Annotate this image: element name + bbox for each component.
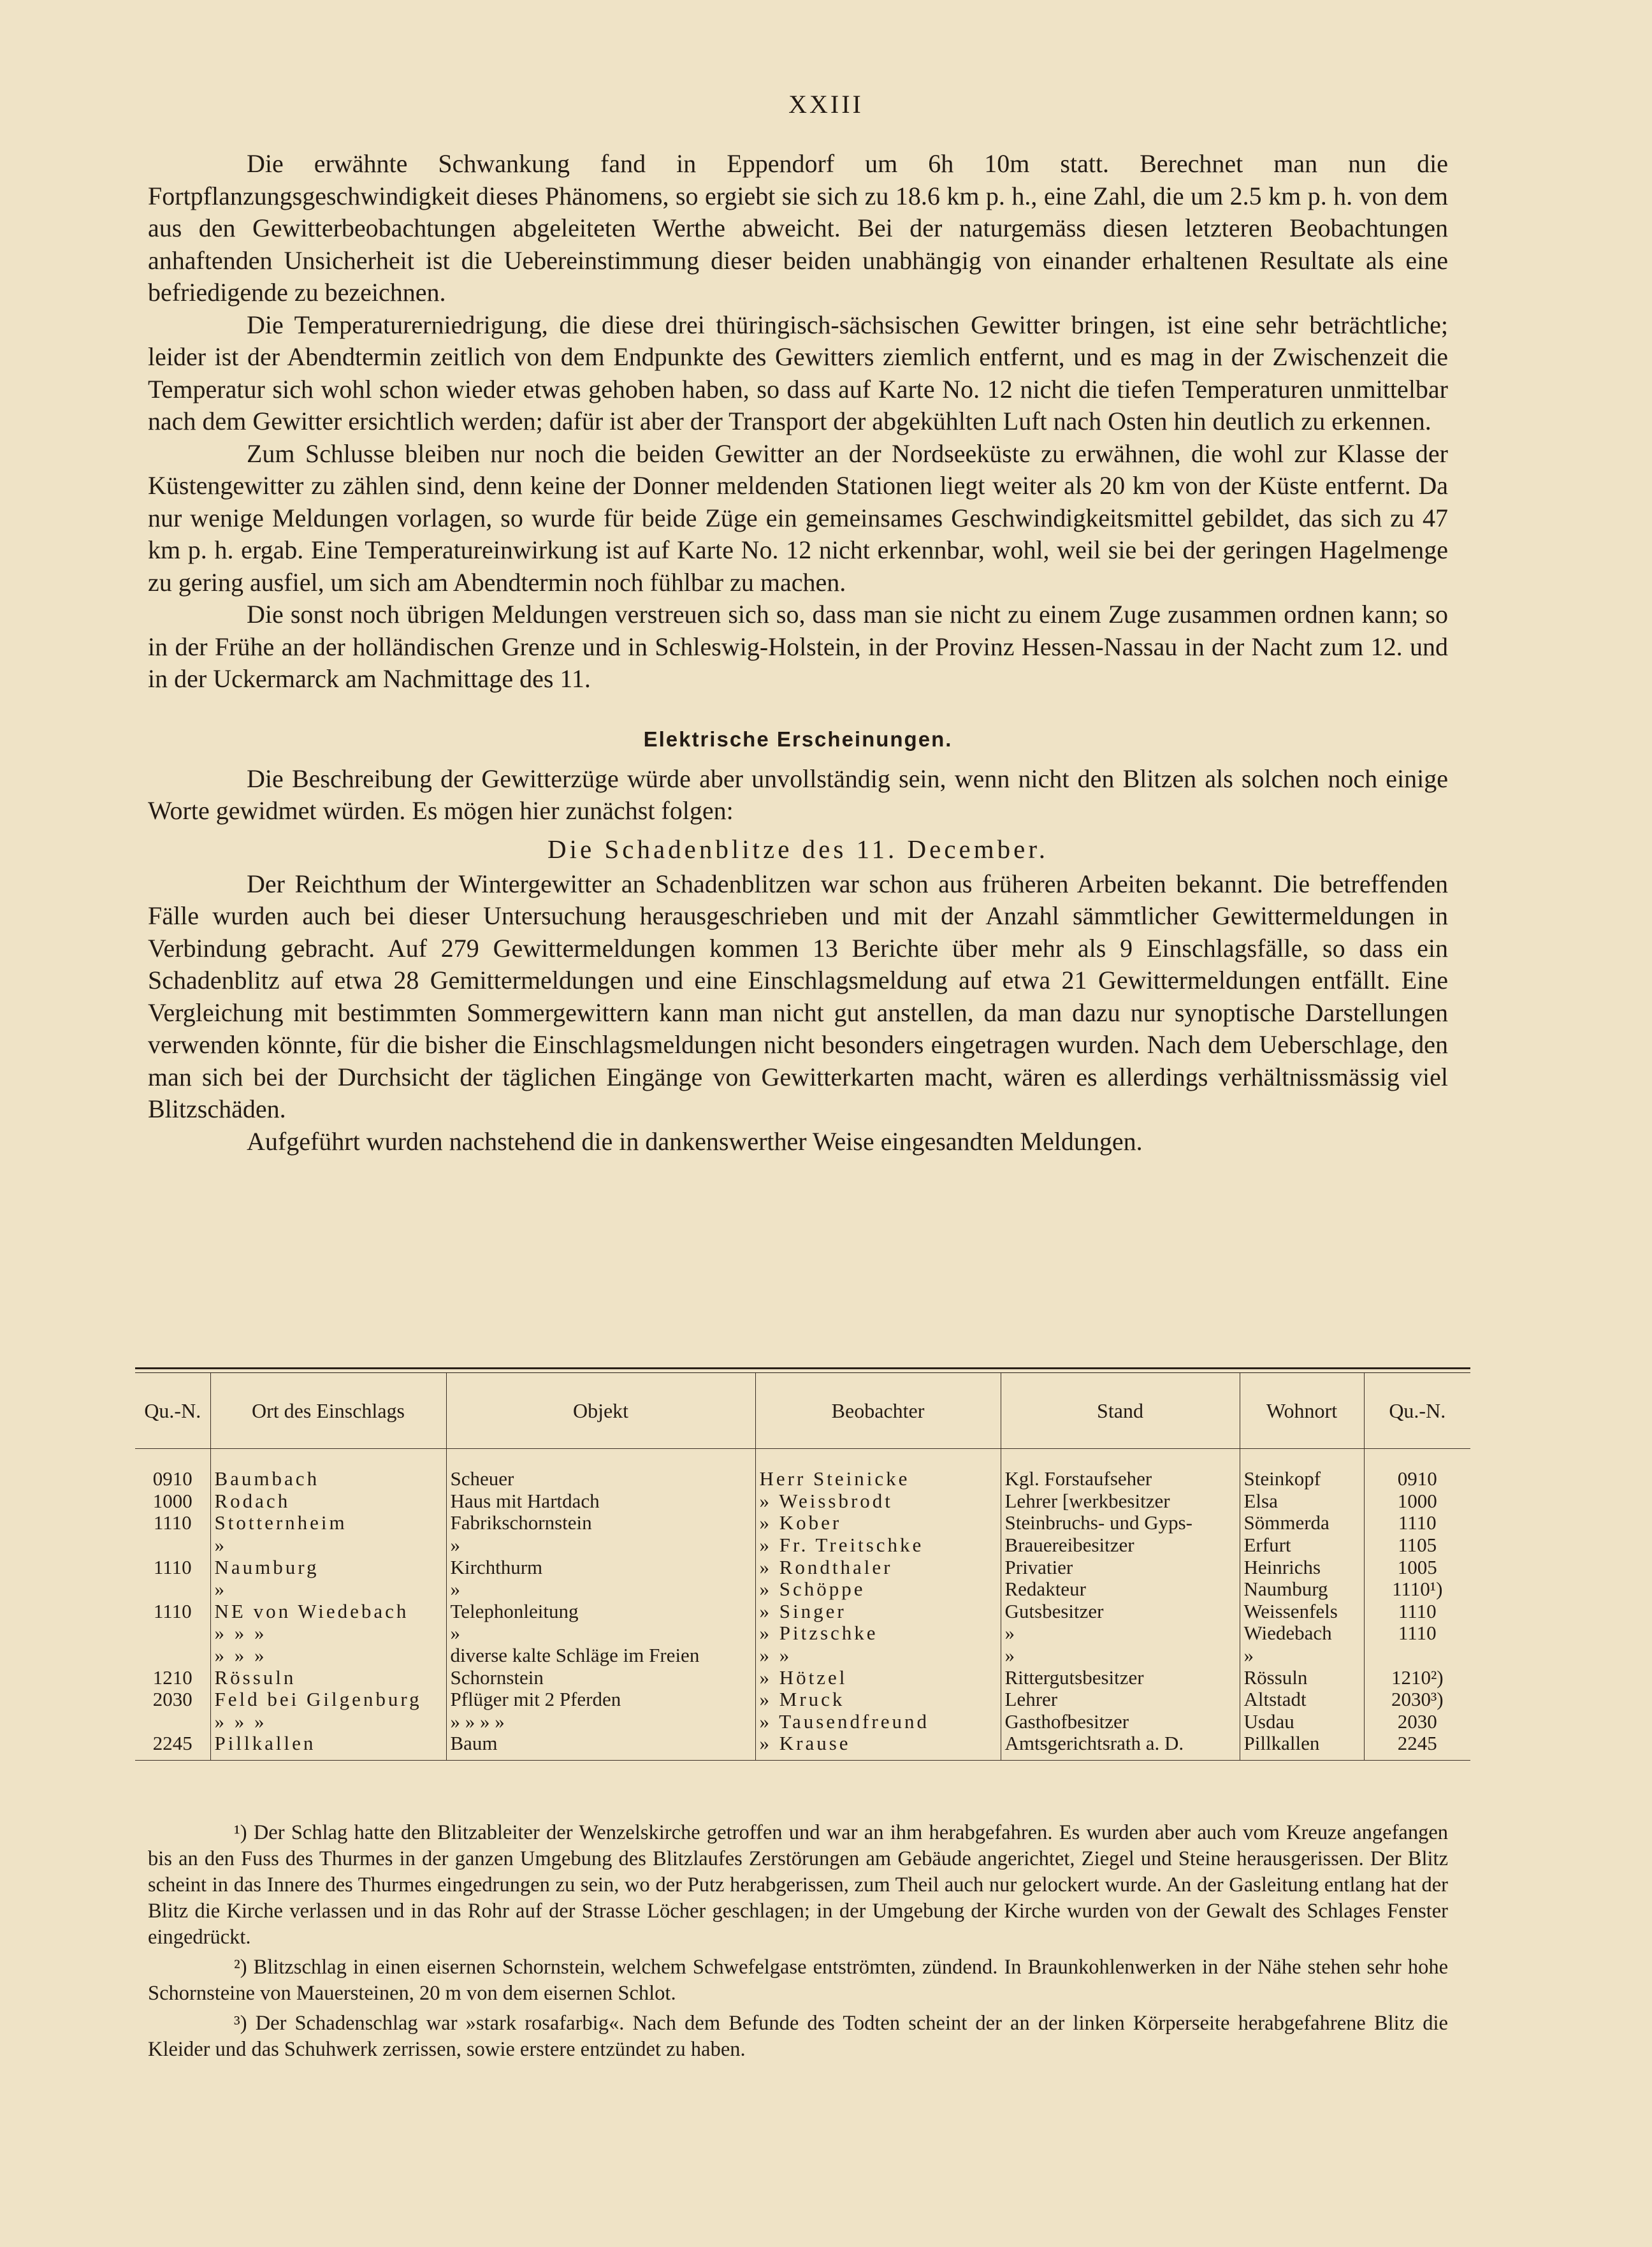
occupation-cell: Amtsgerichtsrath a. D. <box>1001 1733 1240 1760</box>
observer-cell: » Fr. Treitschke <box>755 1534 1001 1557</box>
qu-n-cell: 0910 <box>1364 1468 1470 1490</box>
object-cell: diverse kalte Schläge im Freien <box>446 1645 755 1667</box>
qu-n-cell: 1110 <box>153 1556 192 1578</box>
observer-cell: » » <box>755 1645 1001 1667</box>
qu-n-cell: 1110¹) <box>1364 1578 1470 1601</box>
table-row <box>135 1666 1470 1689</box>
object-cell: » » » » <box>446 1711 755 1733</box>
qu-n-cell: 1210 <box>152 1666 192 1689</box>
qu-n-cell: 2245 <box>135 1733 210 1760</box>
residence-cell: Altstadt <box>1240 1689 1364 1711</box>
residence-cell: Sömmerda <box>1240 1512 1364 1534</box>
qu-n-cell <box>135 1622 210 1645</box>
footnote: ²) Blitzschlag in einen eisernen Schornstein, welchem Schwefelgase entströmten, zündend. In Braunkohlenwerken in der Nähe stehen sehr hohe Schornsteine von Mauersteinen, 20 m von dem eisernen Schlot. <box>148 1956 1448 2005</box>
qu-n-cell: 1110 <box>1364 1601 1470 1623</box>
location-cell: Naumburg <box>210 1556 446 1578</box>
qu-n-cell: 1110 <box>1364 1512 1470 1534</box>
occupation-cell: Lehrer <box>1001 1689 1240 1711</box>
observer-cell: » Pitzschke <box>755 1622 1001 1645</box>
table-row <box>135 1645 1470 1667</box>
qu-n-cell <box>135 1711 210 1733</box>
object-cell: Telephonleitung <box>446 1601 755 1623</box>
location-cell: » <box>210 1534 446 1557</box>
qu-n-cell: 2245 <box>1364 1733 1470 1760</box>
subsection-heading: Die Schadenblitze des 11. December. <box>547 834 1048 864</box>
occupation-cell: » <box>1001 1645 1240 1667</box>
column-header: Qu.-N. <box>1364 1373 1470 1449</box>
object-cell: » <box>446 1622 755 1645</box>
table-row <box>135 1490 1470 1513</box>
column-header: Beobachter <box>755 1373 1001 1449</box>
column-header: Objekt <box>446 1373 755 1449</box>
table-row <box>135 1556 1470 1578</box>
qu-n-cell <box>135 1534 210 1557</box>
table-header-row <box>135 1373 1470 1449</box>
residence-cell: Steinkopf <box>1240 1468 1364 1490</box>
table-row <box>135 1689 1470 1711</box>
location-cell: » <box>210 1578 446 1601</box>
paragraph: Die Beschreibung der Gewitterzüge würde aber unvollständig sein, wenn nicht den Blitzen als solchen noch einige Worte gewidmet würden. Es mögen hier zunächst folgen: <box>148 764 1448 825</box>
object-cell: Kirchthurm <box>446 1556 755 1578</box>
table-row <box>135 1601 1470 1623</box>
paragraph: Die erwähnte Schwankung fand in Eppendorf um 6h 10m statt. Berechnet man nun die Fortpflanzungsgeschwindigkeit dieses Phänomens, so ergiebt sie sich zu 18.6 km p. h., eine Zahl, die um 2.5 km p. h. von dem aus den Gewitterbeobachtungen abgeleiteten Werthe abweicht. Bei der naturgemäss diesen letzteren Beobachtungen anhaftenden Unsicherheit ist die Uebereinstimmung dieser beiden unabhängig von einander erhaltenen Resultate als eine befriedigende zu bezeichnen. <box>148 149 1448 307</box>
residence-cell: Heinrichs <box>1240 1556 1364 1578</box>
table-row <box>135 1733 1470 1760</box>
table-row <box>135 1512 1470 1534</box>
observer-cell: » Krause <box>755 1733 1001 1760</box>
observer-cell: » Singer <box>755 1601 1001 1623</box>
object-cell: » <box>446 1534 755 1557</box>
object-cell: Haus mit Hartdach <box>446 1490 755 1513</box>
residence-cell: Elsa <box>1240 1490 1364 1513</box>
residence-cell: Erfurt <box>1240 1534 1364 1557</box>
occupation-cell: Kgl. Forstaufseher <box>1001 1468 1240 1490</box>
column-header: Qu.-N. <box>135 1373 210 1449</box>
location-cell: Pillkallen <box>210 1733 446 1760</box>
lightning-strikes-table-wrapper <box>135 1367 1470 1761</box>
residence-cell: Weissenfels <box>1240 1601 1364 1623</box>
table-body <box>135 1449 1470 1761</box>
object-cell: Schornstein <box>446 1666 755 1689</box>
location-cell: » » » <box>210 1711 446 1733</box>
location-cell: Stotternheim <box>210 1512 446 1534</box>
occupation-cell: Privatier <box>1001 1556 1240 1578</box>
qu-n-cell: 1110 <box>153 1512 192 1534</box>
location-cell: » » » <box>210 1622 446 1645</box>
occupation-cell: Gasthofbesitzer <box>1001 1711 1240 1733</box>
residence-cell: Pillkallen <box>1240 1733 1364 1760</box>
table-spacer <box>135 1449 1470 1469</box>
location-cell: Rodach <box>210 1490 446 1513</box>
residence-cell: Usdau <box>1240 1711 1364 1733</box>
lightning-strikes-table <box>135 1373 1470 1761</box>
table-row <box>135 1468 1470 1490</box>
table-row <box>135 1622 1470 1645</box>
table-row <box>135 1711 1470 1733</box>
occupation-cell: Lehrer [werkbesitzer <box>1001 1490 1240 1513</box>
location-cell: Feld bei Gilgenburg <box>210 1689 446 1711</box>
qu-n-cell <box>1364 1645 1470 1667</box>
body-text <box>148 148 1448 1158</box>
qu-n-cell: 0910 <box>152 1468 192 1490</box>
qu-n-cell: 1105 <box>1364 1534 1470 1557</box>
qu-n-cell <box>135 1578 210 1601</box>
qu-n-cell: 2030³) <box>1364 1689 1470 1711</box>
residence-cell: Wiedebach <box>1240 1622 1364 1645</box>
qu-n-cell <box>135 1645 210 1667</box>
object-cell: Baum <box>446 1733 755 1760</box>
location-cell: » » » <box>210 1645 446 1667</box>
residence-cell: Naumburg <box>1240 1578 1364 1601</box>
paragraph: Aufgeführt wurden nachstehend die in dankenswerther Weise eingesandten Meldungen. <box>247 1126 1143 1156</box>
footnote: ¹) Der Schlag hatte den Blitzableiter der Wenzelskirche getroffen und war an ihm herabgefahren. Es wurden aber auch vom Kreuze angefangen bis an den Fuss des Thurmes in der ganzen Umgebung des Blitzlaufes Zerstörungen am Gebäude angerichtet, Ziegel und Steine herausgerissen. Der Blitz scheint in das Innere des Thurmes eingedrungen zu sein, wo der Putz herabgerissen, zum Theil auch nur gelockert wurde. An der Gasleitung entlang hat der Blitz die Kirche verlassen und in das Rohr auf der Strasse Löcher geschlagen; in der Umgebung der Kirche wurden von der Gewalt des Schlages Fenster eingedrückt. <box>148 1821 1448 1949</box>
footnote: ³) Der Schadenschlag war »stark rosafarbig«. Nach dem Befunde des Todten scheint der an der linken Körperseite herabgefahrene Blitz die Kleider und das Schuhwerk zerrissen, sowie erstere entzündet zu haben. <box>148 2012 1448 2061</box>
column-header: Ort des Einschlags <box>210 1373 446 1449</box>
footnotes <box>148 1820 1448 2067</box>
location-cell: Rössuln <box>210 1666 446 1689</box>
occupation-cell: Redakteur <box>1001 1578 1240 1601</box>
occupation-cell: Brauereibesitzer <box>1001 1534 1240 1557</box>
occupation-cell: Rittergutsbesitzer <box>1001 1666 1240 1689</box>
object-cell: » <box>446 1578 755 1601</box>
location-cell: Baumbach <box>210 1468 446 1490</box>
paragraph: Die Temperaturerniedrigung, die diese drei thüringisch-sächsischen Gewitter bringen, ist eine sehr beträchtliche; leider ist der Abendtermin zeitlich von dem Endpunkte des Gewitters ziemlich entfernt, und es mag in der Zwischenzeit die Temperatur sich wohl schon wieder etwas gehoben haben, so dass auf Karte No. 12 nicht die tiefen Temperaturen unmittelbar nach dem Gewitter ersichtlich werden; dafür ist aber der Transport der abgekühlten Luft nach Osten hin deutlich zu erkennen. <box>148 310 1448 435</box>
paragraph: Zum Schlusse bleiben nur noch die beiden Gewitter an der Nordseeküste zu erwähnen, die wohl zur Klasse der Küstengewitter zu zählen sind, denn keine der Donner meldenden Stationen liegt weiter als 20 km von der Küste entfernt. Da nur wenige Meldungen vorlagen, so wurde für beide Züge ein gemeinsames Geschwindigkeitsmittel gebildet, das sich zu 47 km p. h. ergab. Eine Temperatureinwirkung ist auf Karte No. 12 nicht erkennbar, wohl, weil sie bei der geringen Hagelmenge zu gering ausfiel, um sich am Abendtermin noch fühlbar zu machen. <box>148 439 1448 597</box>
column-header: Wohnort <box>1240 1373 1364 1449</box>
observer-cell: » Kober <box>755 1512 1001 1534</box>
qu-n-cell: 1000 <box>1364 1490 1470 1513</box>
page-number: XXIII <box>788 90 864 119</box>
occupation-cell: » <box>1001 1622 1240 1645</box>
occupation-cell: Gutsbesitzer <box>1001 1601 1240 1623</box>
qu-n-cell: 1210²) <box>1364 1666 1470 1689</box>
table-row <box>135 1534 1470 1557</box>
object-cell: Pflüger mit 2 Pferden <box>446 1689 755 1711</box>
object-cell: Fabrikschornstein <box>446 1512 755 1534</box>
qu-n-cell: 2030 <box>152 1688 192 1711</box>
observer-cell: » Schöppe <box>755 1578 1001 1601</box>
residence-cell: Rössuln <box>1240 1666 1364 1689</box>
observer-cell: » Weissbrodt <box>755 1490 1001 1513</box>
table-row <box>135 1578 1470 1601</box>
occupation-cell: Steinbruchs- und Gyps- <box>1001 1512 1240 1534</box>
residence-cell: » <box>1240 1645 1364 1667</box>
section-heading: Elektrische Erscheinungen. <box>643 727 953 751</box>
observer-cell: Herr Steinicke <box>755 1468 1001 1490</box>
location-cell: NE von Wiedebach <box>210 1601 446 1623</box>
observer-cell: » Mruck <box>755 1689 1001 1711</box>
qu-n-cell: 1005 <box>1364 1556 1470 1578</box>
paragraph: Der Reichthum der Wintergewitter an Schadenblitzen war schon aus früheren Arbeiten bekannt. Die betreffenden Fälle wurden auch bei dieser Untersuchung herausgeschrieben und mit der Anzahl sämmtlicher Gewittermeldungen in Verbindung gebracht. Auf 279 Gewittermeldungen kommen 13 Berichte über mehr als 9 Einschlagsfälle, so dass ein Schadenblitz auf etwa 28 Gemittermeldungen und eine Einschlagsmeldung auf etwa 21 Gewittermeldungen entfällt. Eine Vergleichung mit bestimmten Sommergewittern kann man nicht gut anstellen, da man dazu nur synoptische Darstellungen verwenden könnte, für die bisher die Einschlagsmeldungen nicht besonders eingetragen wurden. Nach dem Ueberschlage, den man sich bei der Durchsicht der täglichen Eingänge von Gewitterkarten macht, wären es allerdings verhältnissmässig viel Blitzschäden. <box>148 869 1448 1123</box>
paragraph: Die sonst noch übrigen Meldungen verstreuen sich so, dass man sie nicht zu einem Zuge zusammen ordnen kann; so in der Frühe an der holländischen Grenze und in Schleswig-Holstein, in der Provinz Hessen-Nassau in der Nacht zum 12. und in der Uckermarck am Nachmittage des 11. <box>148 600 1448 693</box>
object-cell: Scheuer <box>446 1468 755 1490</box>
qu-n-cell: 1110 <box>1364 1622 1470 1645</box>
column-header: Stand <box>1001 1373 1240 1449</box>
observer-cell: » Rondthaler <box>755 1556 1001 1578</box>
observer-cell: » Hötzel <box>755 1666 1001 1689</box>
observer-cell: » Tausendfreund <box>755 1711 1001 1733</box>
qu-n-cell: 2030 <box>1364 1711 1470 1733</box>
table-top-rule <box>135 1367 1470 1373</box>
qu-n-cell: 1110 <box>153 1600 192 1622</box>
qu-n-cell: 1000 <box>152 1490 192 1512</box>
